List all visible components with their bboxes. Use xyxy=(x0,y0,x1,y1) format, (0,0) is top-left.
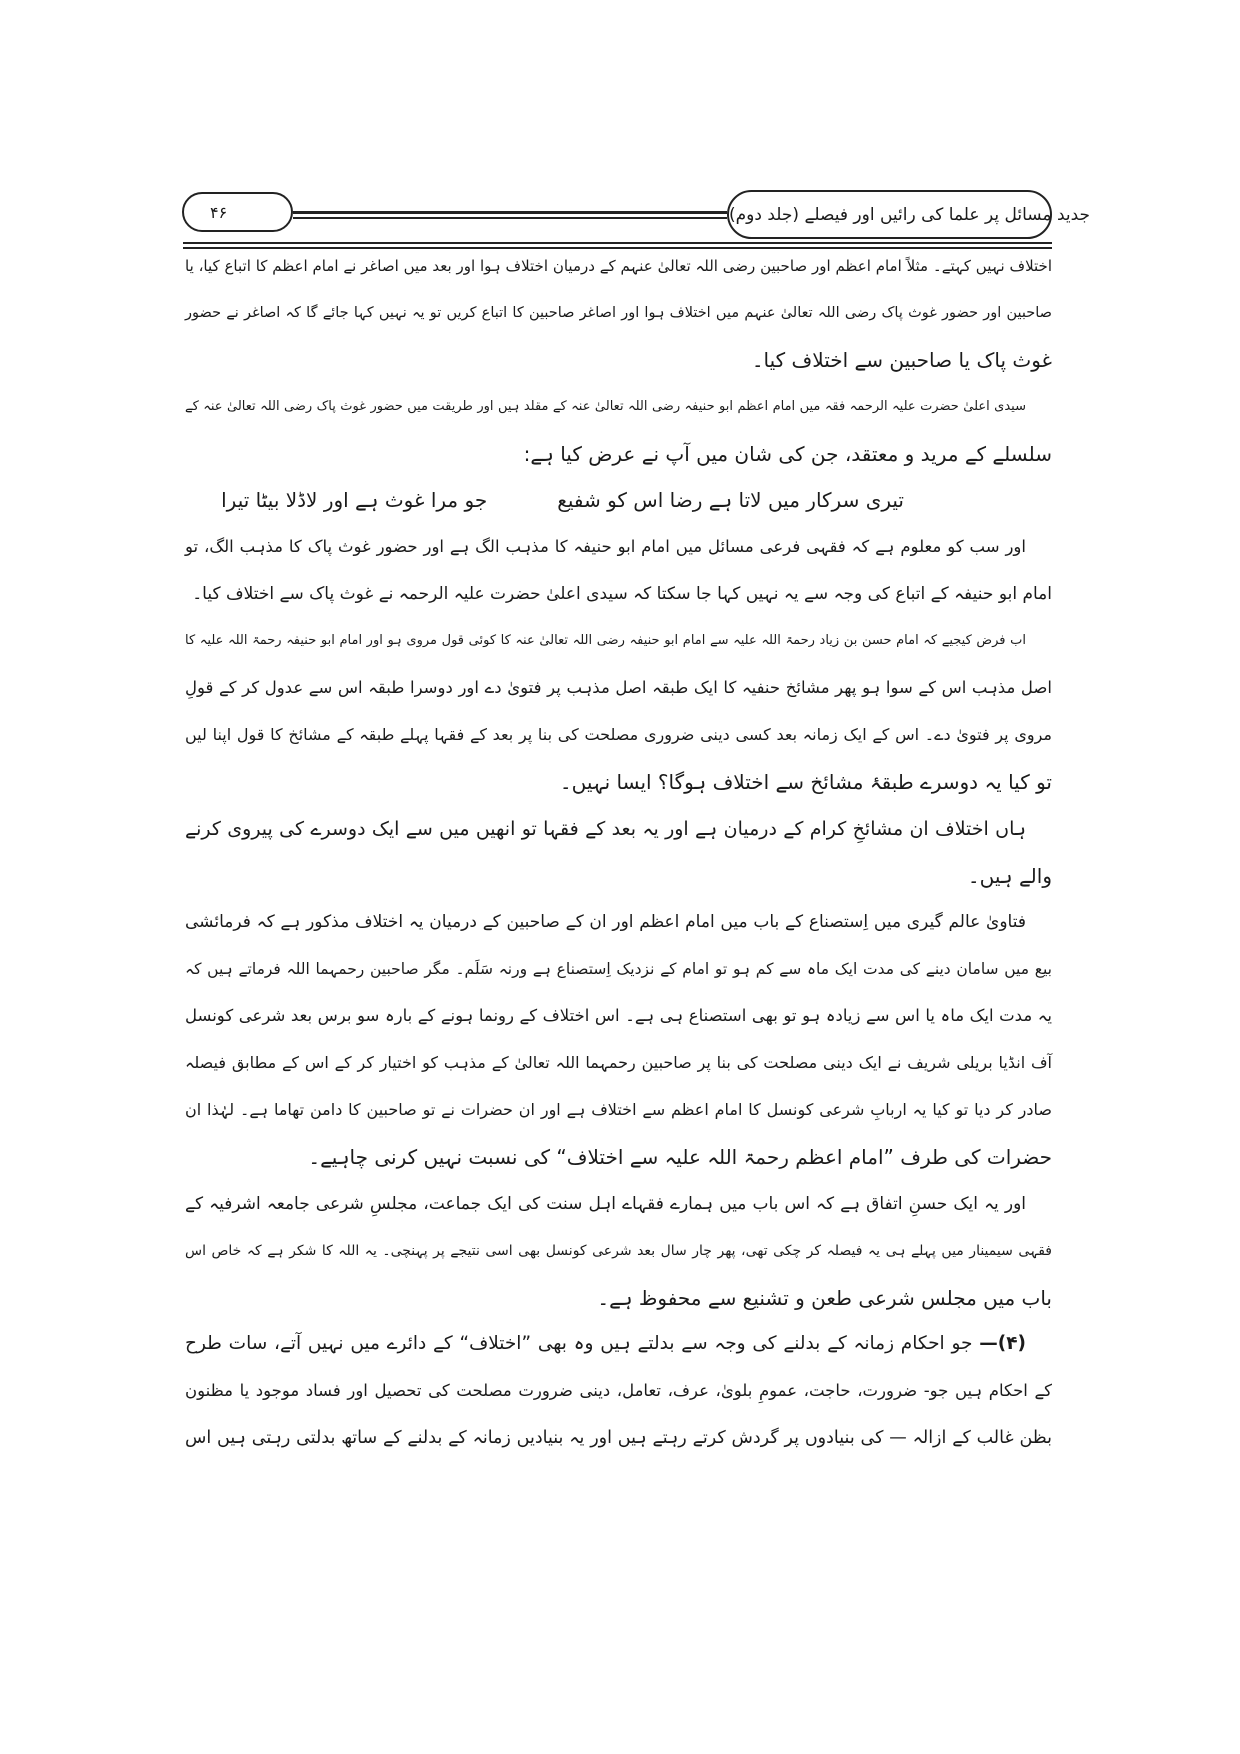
text-line: فقہی سیمینار میں پہلے ہی یہ فیصلہ کر چکی تھی، پھر چار سال بعد شرعی کونسل بھی اسی نتیجے پر پہنچی۔ یہ اللہ کا شکر ہے کہ خاص اس xyxy=(185,1242,1052,1259)
point-number: (۴)— xyxy=(979,1333,1026,1355)
text-line: بیع میں سامان دینے کی مدت ایک ماہ سے کم ہو تو امام کے نزدیک اِستصناع ہے ورنہ سَلَم۔ مگر صاحبین رحمہما اللہ فرماتے ہیں کہ xyxy=(185,960,1052,979)
text-line: سلسلے کے مرید و معتقد، جن کی شان میں آپ نے عرض کیا ہے: xyxy=(523,441,1052,466)
text-line: اور سب کو معلوم ہے کہ فقہی فرعی مسائل میں امام ابو حنیفہ کا مذہب الگ ہے اور حضور غوث پاک کا مذہب الگ، تو xyxy=(185,537,1026,557)
point-4-line xyxy=(185,1321,1052,1368)
text-line: تو کیا یہ دوسرے طبقۂ مشائخ سے اختلاف ہوگا؟ ایسا نہیں۔ xyxy=(559,769,1052,794)
couplet-first-hemistich: تیری سرکار میں لاتا ہے رضا اس کو شفیع xyxy=(557,488,904,513)
text-line: یہ مدت ایک ماہ یا اس سے زیادہ ہو تو بھی استصناع ہی ہے۔ اس اختلاف کے رونما ہونے کے بارہ سو برس بعد شرعی کونسل xyxy=(185,1006,1052,1026)
text-line: والے ہیں۔ xyxy=(967,863,1052,888)
header-connector-rule-bottom xyxy=(293,217,727,219)
text-line: باب میں مجلس شرعی طعن و تشنیع سے محفوظ ہے۔ xyxy=(597,1285,1052,1310)
text-line: اختلاف نہیں کہتے۔ مثلاً امام اعظم اور صاحبین رضی اللہ تعالیٰ عنہم کے درمیان اختلاف ہوا اور بعد میں اصاغر نے امام اعظم کا اتباع کیا، یا xyxy=(185,257,1052,275)
couplet xyxy=(185,477,1052,524)
point-text: جو احکام زمانہ کے بدلنے کی وجہ سے بدلتے ہیں وہ بھی ”اختلاف“ کے دائرے میں نہیں آتے، سات طرح xyxy=(185,1333,973,1355)
text-line: ہاں اختلاف ان مشائخِ کرام کے درمیان ہے اور یہ بعد کے فقہا تو انھیں میں سے ایک دوسرے کی پیروی کرنے xyxy=(185,817,1026,840)
text-line: اور یہ ایک حسنِ اتفاق ہے کہ اس باب میں ہمارے فقہاے اہل سنت کی ایک جماعت، مجلسِ شرعی جامعہ اشرفیہ کے xyxy=(185,1193,1026,1214)
text-line: اصل مذہب اس کے سوا ہو پھر مشائخ حنفیہ کا ایک طبقہ اصل مذہب پر فتویٰ دے اور دوسرا طبقہ اس سے عدول کر کے قولِ xyxy=(185,678,1052,698)
text-line: فتاویٰ عالم گیری میں اِستصناع کے باب میں امام اعظم اور ان کے صاحبین کے درمیان یہ اختلاف مذکور ہے کہ فرمائشی xyxy=(185,912,1026,933)
text-line: مروی پر فتویٰ دے۔ اس کے ایک زمانہ بعد کسی دینی ضروری مصلحت کی بنا پر بعد کے فقہا پہلے طبقہ کے مشائخ کا قول اپنا لیں xyxy=(185,724,1052,744)
text-line: غوث پاک یا صاحبین سے اختلاف کیا۔ xyxy=(751,347,1052,372)
page-body xyxy=(185,243,1052,1462)
text-line: بظن غالب کے ازالہ — کی بنیادوں پر گردش کرتے رہتے ہیں اور یہ بنیادیں زمانہ کے بدلنے کے ساتھ بدلتی رہتی ہیں اس xyxy=(185,1428,1052,1449)
couplet-second-hemistich: جو مرا غوث ہے اور لاڈلا بیٹا تیرا xyxy=(221,488,488,513)
header-connector-rule-top xyxy=(293,211,727,214)
text-line: سیدی اعلیٰ حضرت علیہ الرحمہ فقہ میں امام اعظم ابو حنیفہ رضی اللہ تعالیٰ عنہ کے مقلد ہیں اور طریقت میں حضور غوث پاک رضی اللہ تعالیٰ عنہ کے xyxy=(185,398,1026,414)
text-line: صادر کر دیا تو کیا یہ اربابِ شرعی کونسل کا امام اعظم سے اختلاف ہے اور ان حضرات نے تو صاحبین کا دامن تھاما ہے۔ لہٰذا ان xyxy=(185,1100,1052,1120)
running-header-title xyxy=(727,190,1091,239)
page-number: ۴۶ xyxy=(210,202,228,222)
text-line: آف انڈیا بریلی شریف نے ایک دینی مصلحت کی بنا پر صاحبین رحمہما اللہ تعالیٰ کے مذہب کو اختیار کر کے اس کے مطابق فیصلہ xyxy=(185,1053,1052,1073)
text-line: حضرات کی طرف ”امام اعظم رحمۃ اللہ علیہ سے اختلاف“ کی نسبت نہیں کرنی چاہیے۔ xyxy=(308,1144,1052,1169)
text-line: صاحبین اور حضور غوث پاک رضی اللہ تعالیٰ عنہم میں اختلاف ہوا اور اصاغر صاحبین کا اتباع کریں تو یہ نہیں کہا جائے گا کہ اصاغر نے حضور xyxy=(185,304,1052,321)
page-number-box xyxy=(182,192,293,232)
text-line: اب فرض کیجیے کہ امام حسن بن زیاد رحمۃ اللہ علیہ سے امام ابو حنیفہ رضی اللہ تعالیٰ عنہ کا کوئی قول مروی ہو اور امام ابو حنیفہ رحمۃ اللہ علیہ کا xyxy=(185,633,1026,649)
text-line: امام ابو حنیفہ کے اتباع کی وجہ سے یہ نہیں کہا جا سکتا کہ سیدی اعلیٰ حضرت علیہ الرحمہ نے غوث پاک سے اختلاف کیا۔ xyxy=(192,584,1052,605)
book-title: جدید مسائل پر علما کی رائیں اور فیصلے (جلد دوم) xyxy=(729,205,1091,225)
text-line: کے احکام ہیں جو- ضرورت، حاجت، عمومِ بلویٰ، عرف، تعامل، دینی ضرورت مصلحت کی تحصیل اور فساد موجود یا مظنون xyxy=(185,1381,1052,1401)
